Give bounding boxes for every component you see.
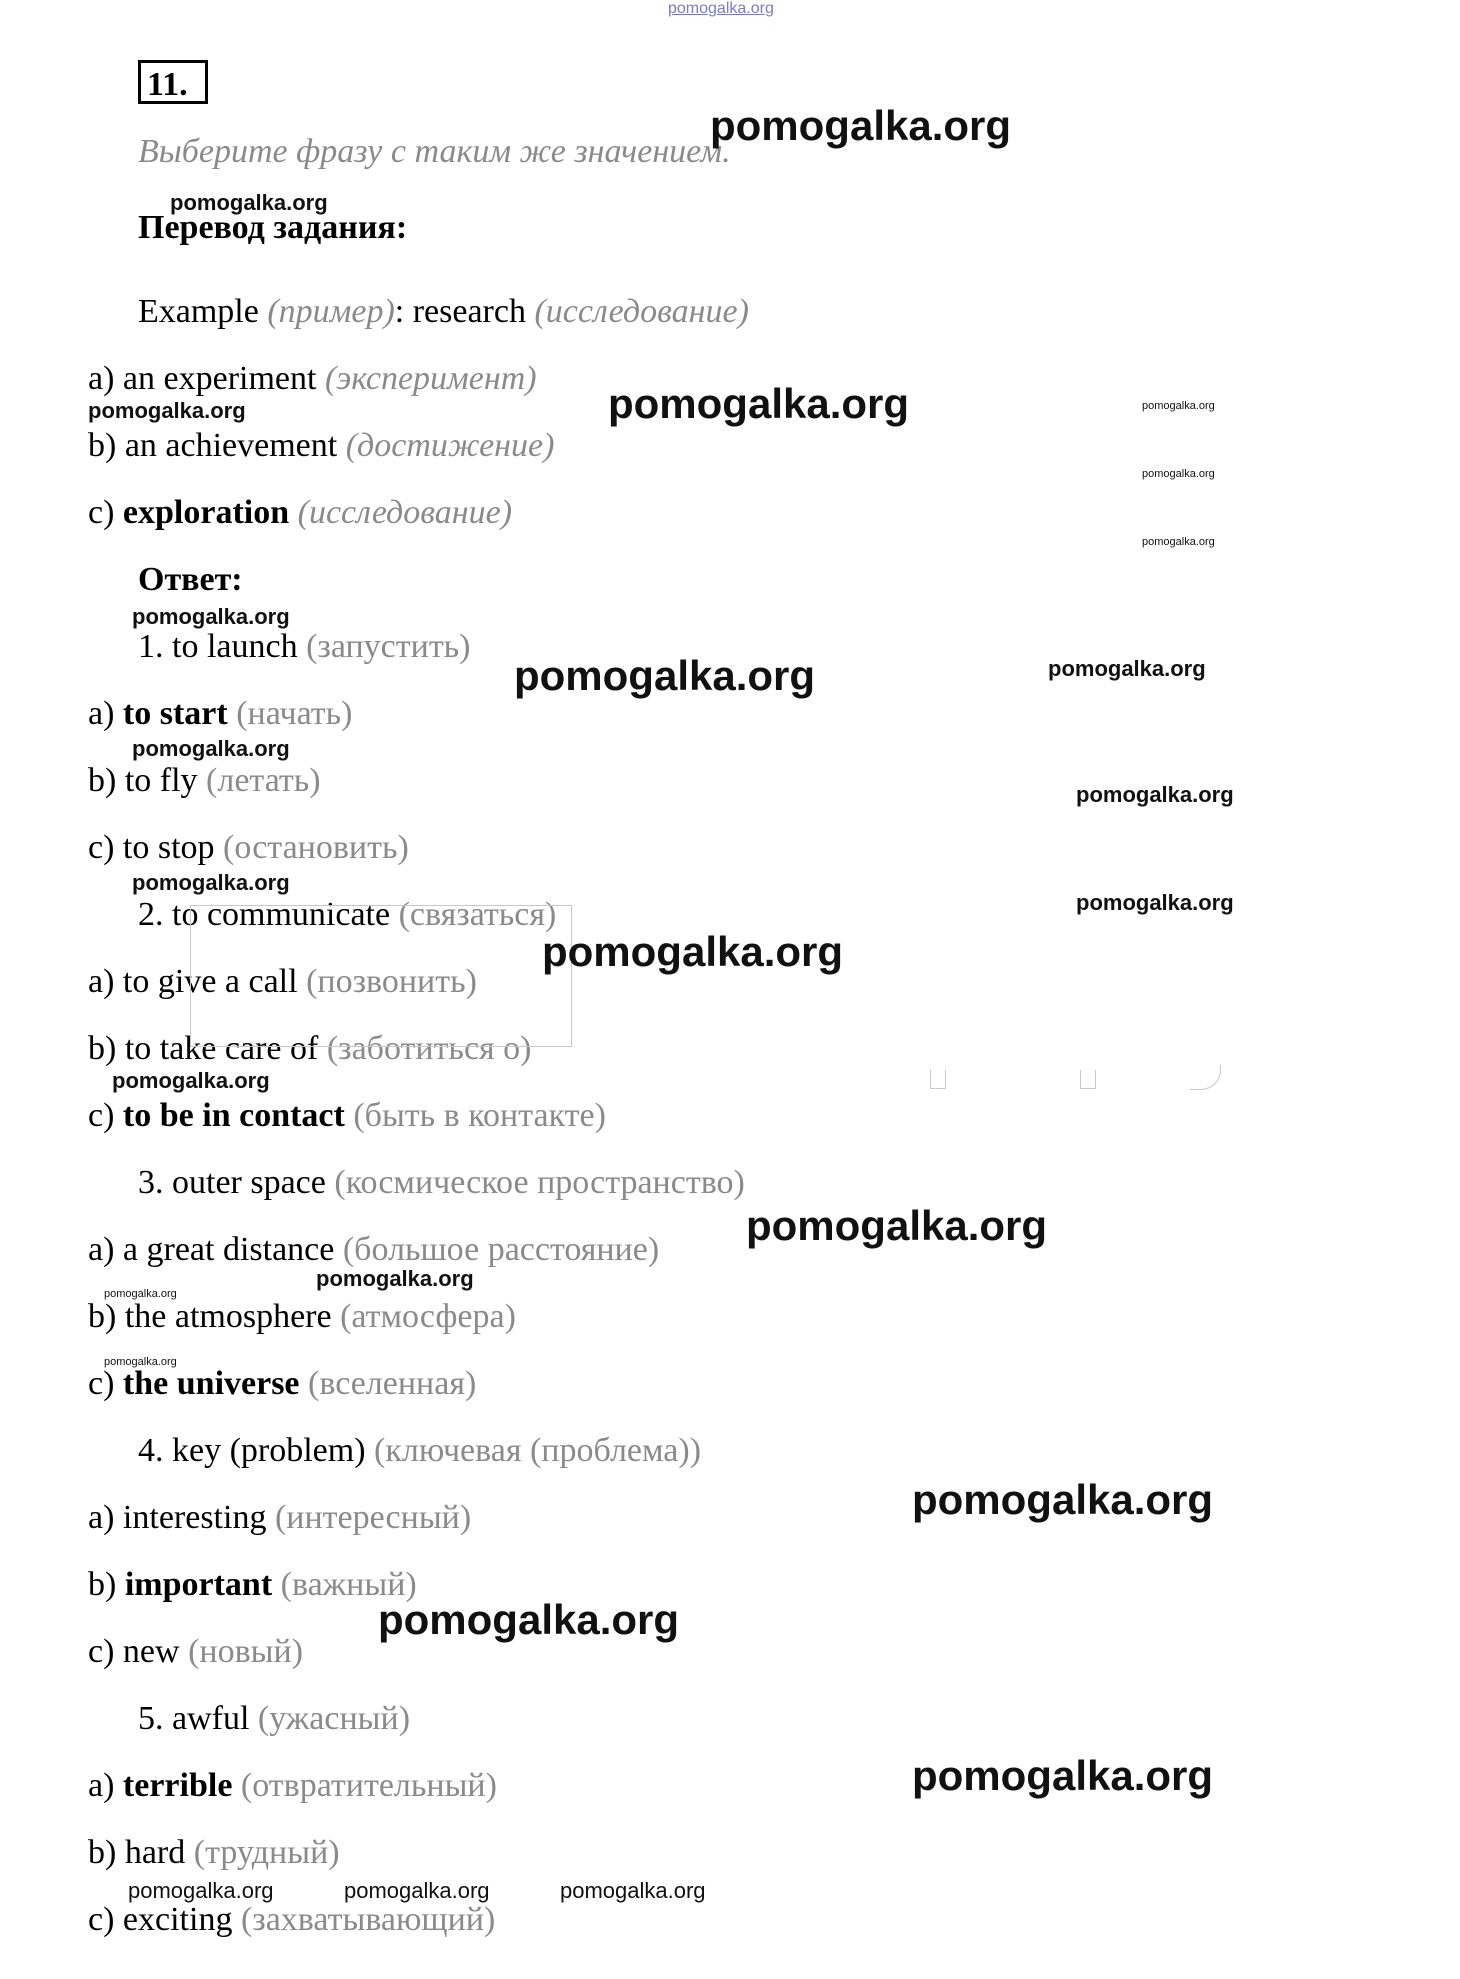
- option-letter: c): [88, 829, 115, 866]
- watermark: pomogalka.org: [132, 604, 290, 629]
- option-letter: a): [88, 1231, 115, 1268]
- option-text: to give a call: [122, 963, 298, 1000]
- question-4-option-a: [88, 1498, 471, 1538]
- option-letter: a): [88, 360, 115, 397]
- option-translation: (летать): [206, 762, 321, 799]
- question-4-prompt: [138, 1431, 701, 1471]
- example-option-c: [88, 493, 512, 533]
- scan-artifact: [190, 905, 572, 1047]
- option-translation: (вселенная): [308, 1365, 477, 1402]
- example-option-a: [88, 359, 537, 399]
- option-letter: b): [88, 1030, 117, 1067]
- question-4-option-c: [88, 1632, 303, 1672]
- prompt-translation: (ужасный): [257, 1700, 411, 1737]
- question-2-option-c: [88, 1096, 606, 1136]
- watermark: pomogalka.org: [514, 652, 816, 699]
- option-text: an experiment: [122, 360, 317, 397]
- question-1-option-b: [88, 761, 321, 801]
- option-letter: c): [88, 1365, 115, 1402]
- option-text: new: [122, 1633, 180, 1670]
- question-5-option-b: [88, 1833, 340, 1873]
- option-text: to take care of: [124, 1030, 319, 1067]
- question-5-prompt: [138, 1699, 410, 1739]
- option-translation: (быть в контакте): [353, 1097, 606, 1134]
- option-translation: (начать): [236, 695, 353, 732]
- example-option-b: [88, 426, 554, 466]
- option-translation: (важный): [280, 1566, 417, 1603]
- watermark: pomogalka.org: [132, 736, 290, 761]
- option-translation: (отвратительный): [240, 1767, 497, 1804]
- prompt-text: 5. awful: [138, 1700, 250, 1737]
- option-text: exciting: [122, 1901, 233, 1938]
- question-5-option-a: [88, 1766, 497, 1806]
- option-letter: b): [88, 1834, 117, 1871]
- option-translation: (большое расстояние): [342, 1231, 660, 1268]
- option-translation: (захватывающий): [240, 1901, 496, 1938]
- example-label: Example: [138, 293, 259, 330]
- watermark: pomogalka.org: [104, 1356, 177, 1368]
- watermark: pomogalka.org: [170, 190, 328, 215]
- watermark: pomogalka.org: [1142, 536, 1215, 548]
- option-translation: (атмосфера): [340, 1298, 516, 1335]
- watermark: pomogalka.org: [1142, 468, 1215, 480]
- example-line: [138, 292, 749, 332]
- watermark: pomogalka.org: [710, 102, 1012, 149]
- option-letter: b): [88, 1298, 117, 1335]
- watermark: pomogalka.org: [132, 870, 290, 895]
- option-letter: a): [88, 1499, 115, 1536]
- option-text: an achievement: [124, 427, 338, 464]
- option-translation: (заботиться о): [326, 1030, 532, 1067]
- watermark: pomogalka.org: [746, 1202, 1048, 1249]
- watermark: pomogalka.org: [104, 1288, 177, 1300]
- prompt-translation: (ключевая (проблема)): [374, 1432, 702, 1469]
- example-label-ru: (пример): [267, 293, 395, 330]
- watermark: pomogalka.org: [912, 1752, 1214, 1799]
- question-1-prompt: [138, 627, 471, 667]
- prompt-translation: (космическое пространство): [334, 1164, 745, 1201]
- watermark: pomogalka.org: [378, 1596, 680, 1643]
- option-text: exploration: [122, 494, 290, 531]
- option-letter: c): [88, 494, 115, 531]
- question-3-option-c: [88, 1364, 476, 1404]
- watermark: pomogalka.org: [560, 1878, 706, 1903]
- watermark: pomogalka.org: [316, 1266, 474, 1291]
- watermark: pomogalka.org: [1076, 890, 1234, 915]
- option-translation: (трудный): [193, 1834, 340, 1871]
- watermark: pomogalka.org: [542, 928, 844, 975]
- prompt-text: 1. to launch: [138, 628, 298, 665]
- option-text: the universe: [122, 1365, 300, 1402]
- option-letter: c): [88, 1901, 115, 1938]
- question-3-option-a: [88, 1230, 659, 1270]
- option-letter: a): [88, 963, 115, 1000]
- prompt-text: 2. to communicate: [138, 896, 391, 933]
- option-letter: b): [88, 1566, 117, 1603]
- question-5-option-c: [88, 1900, 495, 1940]
- option-letter: b): [88, 762, 117, 799]
- option-translation: (исследование): [297, 494, 513, 531]
- example-word-ru: (исследование): [534, 293, 749, 330]
- watermark: pomogalka.org: [344, 1878, 490, 1903]
- scan-artifact: [1190, 1065, 1221, 1090]
- option-text: hard: [124, 1834, 186, 1871]
- option-text: terrible: [122, 1767, 233, 1804]
- question-4-option-b: [88, 1565, 417, 1605]
- option-letter: c): [88, 1633, 115, 1670]
- option-letter: c): [88, 1097, 115, 1134]
- prompt-translation: (запустить): [306, 628, 471, 665]
- watermark: pomogalka.org: [1048, 656, 1206, 681]
- option-translation: (новый): [188, 1633, 304, 1670]
- prompt-translation: (связаться): [398, 896, 557, 933]
- question-3-option-b: [88, 1297, 516, 1337]
- question-1-option-c: [88, 828, 409, 868]
- watermark: pomogalka.org: [912, 1476, 1214, 1523]
- watermark: pomogalka.org: [128, 1878, 274, 1903]
- option-text: to fly: [124, 762, 198, 799]
- option-translation: (достижение): [345, 427, 555, 464]
- scan-artifact: [1080, 1070, 1096, 1089]
- instruction-text: Выберите фразу с таким же значением.: [138, 133, 731, 170]
- option-text: a great distance: [122, 1231, 335, 1268]
- watermark: pomogalka.org: [1142, 400, 1215, 412]
- option-text: interesting: [122, 1499, 267, 1536]
- watermark: pomogalka.org: [112, 1068, 270, 1093]
- option-translation: (эксперимент): [324, 360, 537, 397]
- task-number: 11.: [138, 60, 208, 104]
- translation-heading: Перевод задания:: [138, 209, 408, 246]
- question-1-option-a: [88, 694, 352, 734]
- option-letter: b): [88, 427, 117, 464]
- option-translation: (позвонить): [306, 963, 477, 1000]
- answer-heading: Ответ:: [138, 561, 243, 598]
- option-text: to be in contact: [122, 1097, 345, 1134]
- option-translation: (интересный): [274, 1499, 472, 1536]
- option-translation: (остановить): [223, 829, 409, 866]
- option-text: to stop: [122, 829, 215, 866]
- option-text: the atmosphere: [124, 1298, 332, 1335]
- scan-artifact: [930, 1070, 946, 1089]
- example-word: : research: [394, 293, 526, 330]
- option-text: important: [124, 1566, 273, 1603]
- prompt-text: 3. outer space: [138, 1164, 326, 1201]
- prompt-text: 4. key (problem): [138, 1432, 366, 1469]
- watermark: pomogalka.org: [88, 398, 246, 423]
- watermark: pomogalka.org: [608, 380, 910, 427]
- option-letter: a): [88, 1767, 115, 1804]
- question-3-prompt: [138, 1163, 745, 1203]
- watermark: pomogalka.org: [1076, 782, 1234, 807]
- option-letter: a): [88, 695, 115, 732]
- site-mark-link[interactable]: pomogalka.org: [668, 0, 774, 17]
- option-text: to start: [122, 695, 228, 732]
